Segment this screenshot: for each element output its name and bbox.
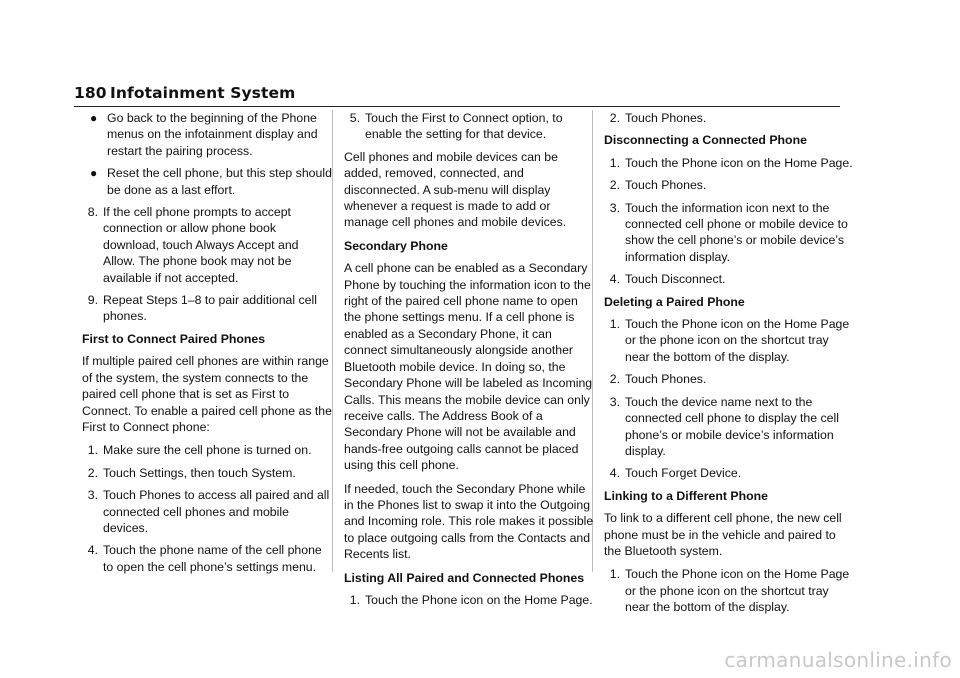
column-3 [604,110,854,622]
column-1 [82,110,332,581]
bullet-text: Reset the cell phone, but this step should be done as a last effort. [107,166,332,197]
watermark: carmanualsonline.info [724,648,952,672]
step-text: Touch the Phone icon on the Home Page or the phone icon on the shortcut tray near the bottom of the display. [625,567,850,615]
list-item [604,465,854,481]
list-item [604,200,854,266]
step-text: Touch Settings, then touch System. [103,465,296,480]
step-number: 2. [609,372,620,387]
section-heading: First to Connect Paired Phones [82,331,266,346]
bullet-icon: ● [90,166,98,181]
list-item [344,110,594,143]
step-text: Touch the Phone icon on the Home Page. [365,592,593,607]
paragraph: Cell phones and mobile devices can be added, removed, connected, and disconnected. A sub-menu will display whenever a request is made to add or manage cell phones and mobile devices. [344,149,567,230]
step-number: 3. [87,488,98,503]
step-number: 1. [609,155,620,170]
step-text: Touch Phones. [625,178,707,193]
step-text: Touch the device name next to the connected cell phone to display the cell phone’s or mobile device’s information display. [625,394,839,458]
column-divider-1 [332,110,333,572]
step-number: 2. [87,465,98,480]
step-text: Touch Forget Device. [625,466,742,481]
step-number: 8. [87,205,98,220]
column-2 [344,110,594,614]
step-text: Make sure the cell phone is turned on. [103,443,312,458]
list-item [604,394,854,460]
step-number: 1. [609,567,620,582]
bullet-text: Go back to the beginning of the Phone menus on the infotainment display and restart the pairing process. [107,111,318,158]
paragraph: To link to a different cell phone, the new cell phone must be in the vehicle and paired to the Bluetooth system. [604,511,842,558]
step-number: 3. [609,200,620,215]
step-text: Touch Phones to access all paired and all connected cell phones and mobile devices. [103,488,330,535]
section-heading: Secondary Phone [344,238,448,253]
step-number: 2. [609,178,620,193]
step-number: 9. [87,293,98,308]
step-text: Touch Phones. [625,372,707,387]
list-item [82,204,332,286]
list-item [82,292,332,325]
bullet-item [82,110,332,159]
list-item [82,465,332,481]
step-number: 4. [609,272,620,287]
step-text: Touch Disconnect. [625,272,726,287]
step-text: Touch the Phone icon on the Home Page or the phone icon on the shortcut tray near the bottom of the display. [625,317,850,364]
step-text: If the cell phone prompts to accept connection or allow phone book download, touch Always Accept and Allow. The phone book may not be available if not accepted. [103,205,299,285]
bullet-item [82,165,332,198]
page-number: 180 [74,84,107,102]
list-item [344,592,594,608]
step-text: Touch the information icon next to the connected cell phone or mobile device to show the cell phone’s or mobile device’s information display. [625,200,848,264]
list-item [604,316,854,365]
list-item [604,271,854,287]
list-item [604,371,854,387]
section-heading: Disconnecting a Connected Phone [604,133,807,148]
section-heading: Listing All Paired and Connected Phones [344,570,585,585]
step-number: 4. [609,466,620,481]
paragraph: If multiple paired cell phones are within range of the system, the system connects to the paired cell phone that is set as First to Connect. To enable a paired cell phone as the First to Connect phone: [82,354,332,434]
list-item [82,487,332,536]
step-text: Repeat Steps 1–8 to pair additional cell phones. [103,293,317,324]
step-text: Touch the phone name of the cell phone to open the cell phone’s settings menu. [103,543,322,574]
bullet-icon: ● [90,111,98,125]
step-text: Touch the First to Connect option, to enable the setting for that device. [365,111,563,142]
list-item [604,566,854,615]
step-number: 1. [609,317,620,332]
section-heading: Deleting a Paired Phone [604,294,745,309]
step-number: 2. [609,111,620,125]
list-item [604,177,854,193]
list-item [82,442,332,458]
page-header [74,82,840,107]
step-text: Touch the Phone icon on the Home Page. [625,155,853,170]
section-heading: Linking to a Different Phone [604,488,768,503]
list-item [82,542,332,575]
step-number: 1. [349,592,360,607]
step-number: 3. [609,394,620,409]
paragraph: If needed, touch the Secondary Phone while in the Phones list to swap it into the Outgoing and Incoming role. This role makes it possible to place outgoing calls from the Contacts and Recents list. [344,481,594,562]
step-number: 5. [349,111,360,125]
list-item [604,110,854,126]
step-text: Touch Phones. [625,111,707,125]
page-title: Infotainment System [110,84,296,102]
list-item [604,155,854,171]
step-number: 4. [87,543,98,558]
step-number: 1. [87,443,98,458]
paragraph: A cell phone can be enabled as a Secondary Phone by touching the information icon to the right of the paired cell phone name to open the phone settings menu. If a cell phone is enabled as a Secondary Phone, it can connect simultaneously alongside another Bluetooth mobile device. In doing so, the Secondary Phone will be labeled as Incoming Calls. This means the mobile device can only receive calls. The Address Book of a Secondary Phone will not be available and hands-free outgoing calls cannot be placed using this cell phone. [344,261,593,473]
